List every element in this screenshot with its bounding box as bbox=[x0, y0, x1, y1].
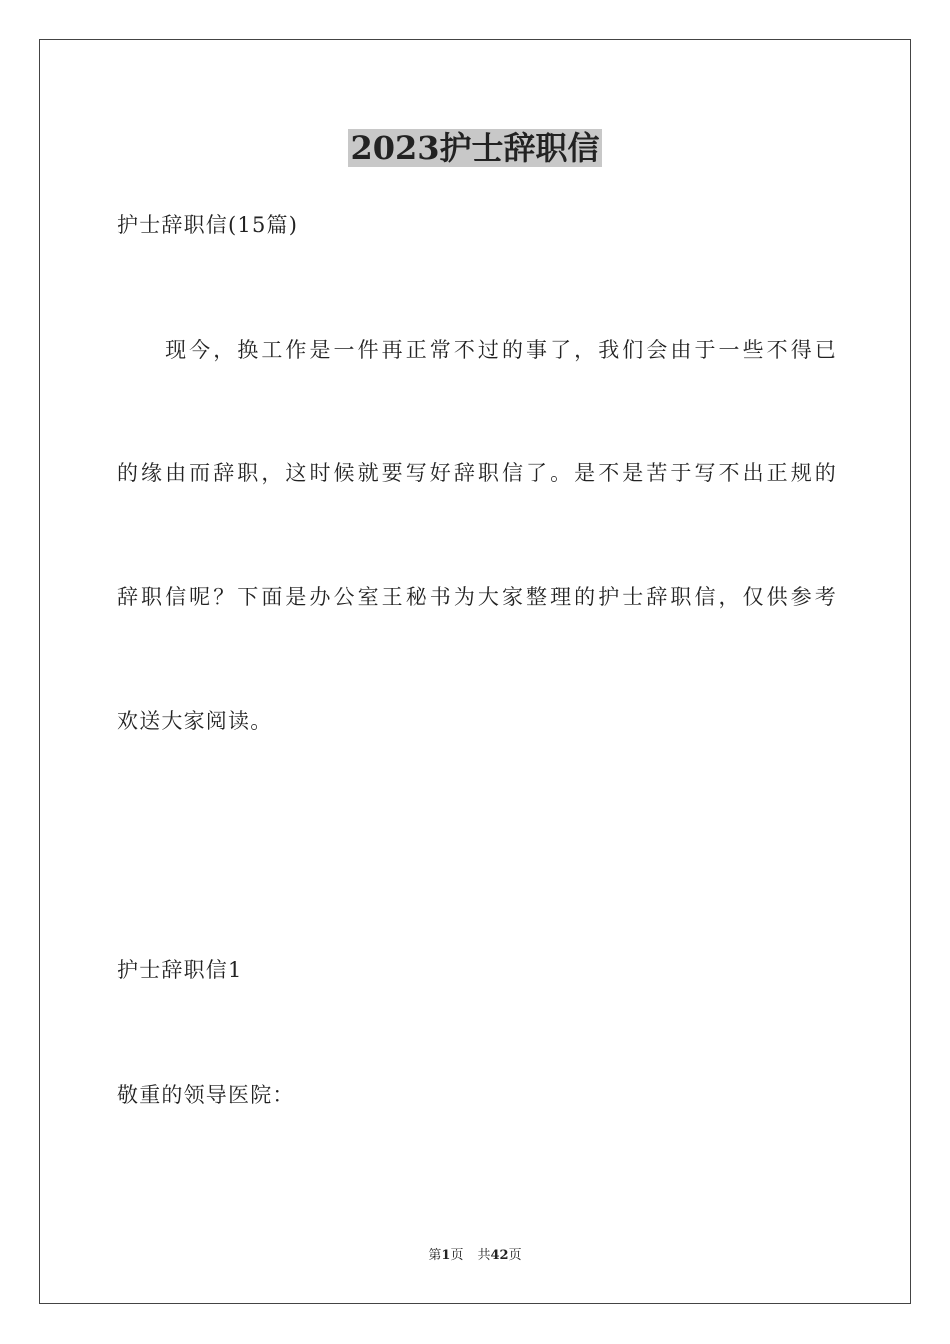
footer-total-pages: 42 bbox=[490, 1248, 509, 1263]
intro-line-4: 欢送大家阅读。 bbox=[117, 709, 273, 733]
intro-line-1: 现今，换工作是一件再正常不过的事了，我们会由于一些不得已 bbox=[117, 338, 837, 362]
intro-line-2: 的缘由而辞职，这时候就要写好辞职信了。是不是苦于写不出正规的 bbox=[117, 461, 837, 485]
salutation: 敬重的领导医院： bbox=[117, 1083, 295, 1107]
document-subtitle: 护士辞职信(15篇) bbox=[117, 213, 299, 237]
footer-prefix: 第 bbox=[428, 1248, 442, 1263]
document-title-text: 2023护士辞职信 bbox=[350, 129, 600, 167]
intro-line-3: 辞职信呢？下面是办公室王秘书为大家整理的护士辞职信，仅供参考 bbox=[117, 585, 837, 609]
footer-page-number: 1 bbox=[441, 1248, 451, 1263]
footer-total-suffix: 页 bbox=[508, 1248, 522, 1263]
footer-page-suffix: 页 bbox=[450, 1248, 464, 1263]
page-footer bbox=[0, 1247, 950, 1265]
footer-total-prefix: 共 bbox=[477, 1248, 491, 1263]
section-heading: 护士辞职信1 bbox=[117, 958, 243, 982]
document-title bbox=[0, 128, 950, 168]
